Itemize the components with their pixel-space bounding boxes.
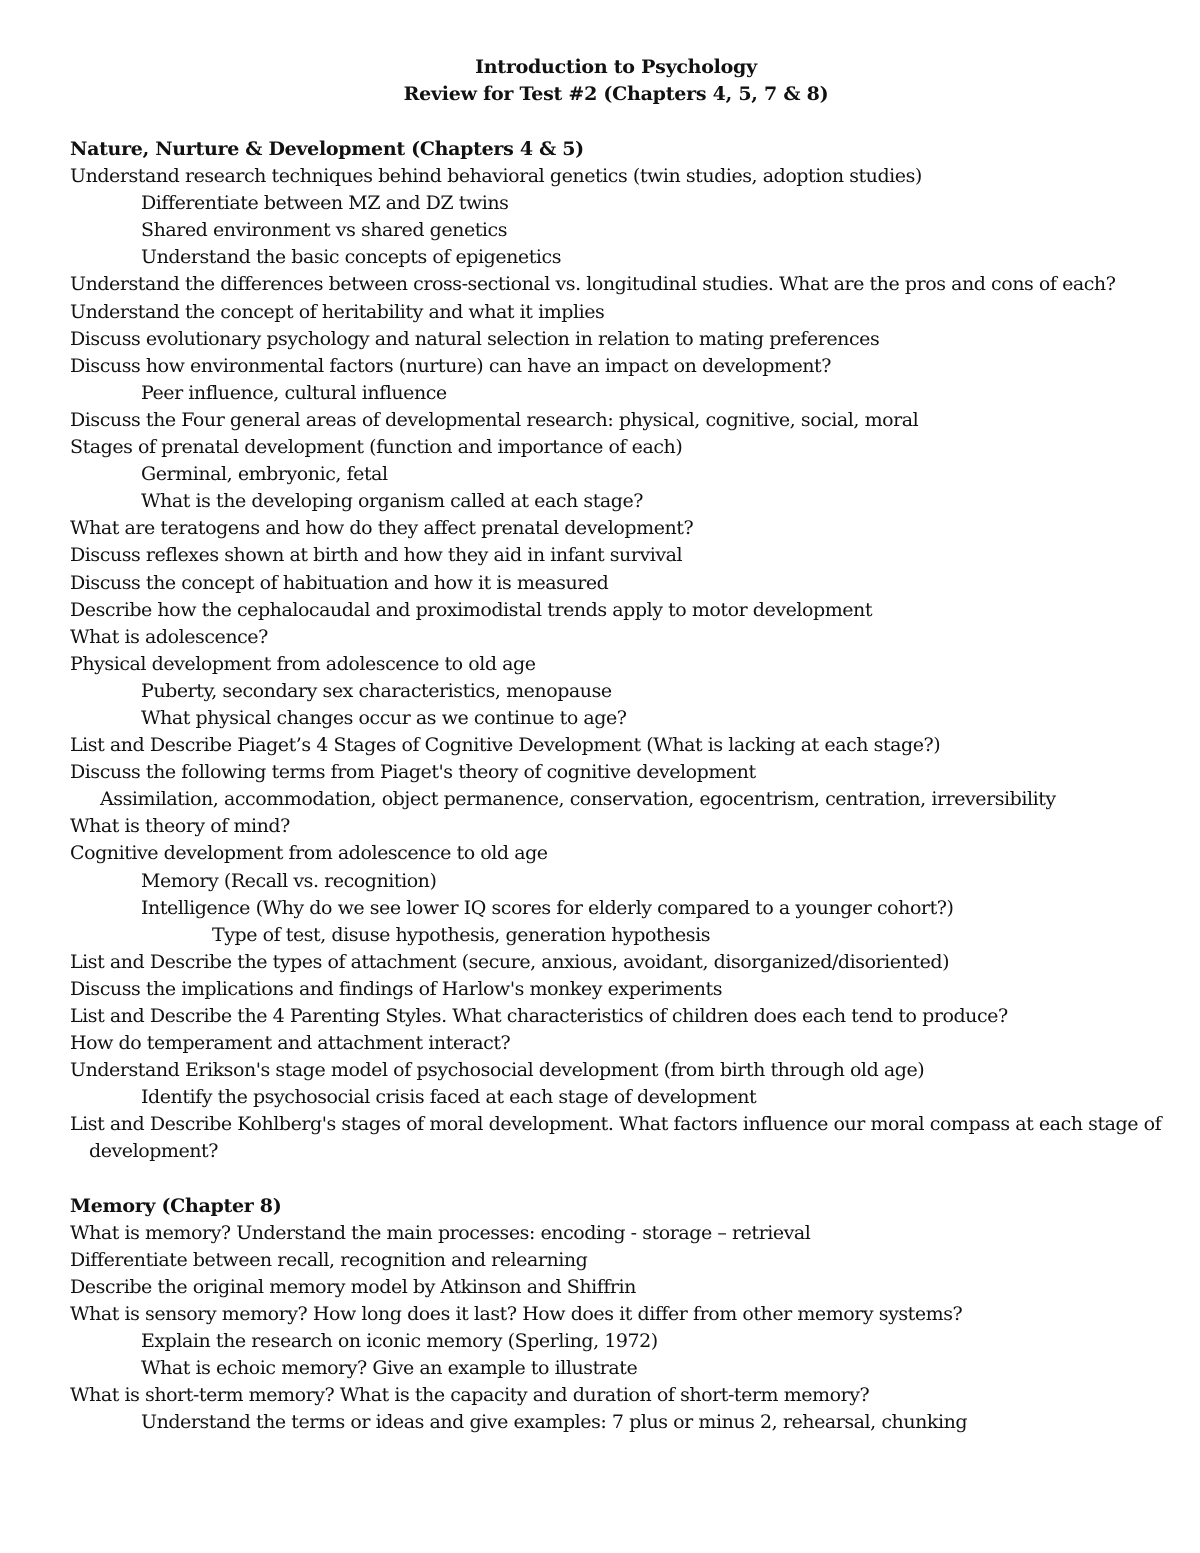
- review-subitem: Differentiate between MZ and DZ twins: [141, 192, 509, 215]
- review-content: [70, 136, 1180, 1436]
- review-item: What is short-term memory? What is the capacity and duration of short-term memory?: [70, 1384, 870, 1407]
- review-item: Discuss the following terms from Piaget's theory of cognitive development: [70, 761, 756, 784]
- review-subitem: Assimilation, accommodation, object permanence, conservation, egocentrism, centration, irreversibility: [100, 788, 1056, 811]
- document-title: Introduction to Psychology: [475, 56, 757, 78]
- review-item: What is sensory memory? How long does it last? How does it differ from other memory systems?: [70, 1302, 963, 1325]
- review-subitem: What is echoic memory? Give an example to illustrate: [141, 1357, 638, 1380]
- review-subitem: Puberty, secondary sex characteristics, menopause: [141, 679, 612, 702]
- review-item: Discuss evolutionary psychology and natural selection in relation to mating preferences: [70, 327, 880, 350]
- review-item: Discuss reflexes shown at birth and how they aid in infant survival: [70, 544, 683, 567]
- review-subitem: Explain the research on iconic memory (Sperling, 1972): [141, 1330, 658, 1353]
- review-item: List and Describe Kohlberg's stages of moral development. What factors influence our moral compass at each stage of development?: [70, 1113, 1162, 1163]
- review-subitem: What is the developing organism called at each stage?: [141, 490, 644, 513]
- review-item: Understand the differences between cross-sectional vs. longitudinal studies. What are the pros and cons of each?: [70, 273, 1116, 296]
- review-item: How do temperament and attachment interact?: [70, 1032, 511, 1055]
- document-subtitle: Review for Test #2 (Chapters 4, 5, 7 & 8): [403, 83, 829, 105]
- review-subitem: What physical changes occur as we continue to age?: [141, 706, 627, 729]
- review-subitem: Shared environment vs shared genetics: [141, 219, 508, 242]
- review-item: Describe how the cephalocaudal and proximodistal trends apply to motor development: [70, 598, 873, 621]
- review-item: List and Describe the types of attachment (secure, anxious, avoidant, disorganized/disoriented): [70, 950, 950, 973]
- review-subitem: Peer influence, cultural influence: [141, 381, 447, 404]
- review-item: Differentiate between recall, recognition and relearning: [70, 1248, 588, 1271]
- review-item: Stages of prenatal development (function and importance of each): [70, 436, 683, 459]
- review-subitem: Understand the terms or ideas and give examples: 7 plus or minus 2, rehearsal, chunking: [141, 1411, 968, 1434]
- review-item: Cognitive development from adolescence to old age: [70, 842, 548, 865]
- review-item: Understand research techniques behind behavioral genetics (twin studies, adoption studies): [70, 165, 922, 188]
- review-subitem: Memory (Recall vs. recognition): [141, 869, 437, 892]
- review-subitem: Type of test, disuse hypothesis, generation hypothesis: [212, 923, 711, 946]
- review-item: Physical development from adolescence to old age: [70, 652, 536, 675]
- review-subitem: Identify the psychosocial crisis faced at each stage of development: [141, 1086, 757, 1109]
- review-item: List and Describe the 4 Parenting Styles. What characteristics of children does each tend to produce?: [70, 1005, 1008, 1027]
- review-item: Discuss how environmental factors (nurture) can have an impact on development?: [70, 354, 831, 377]
- review-item: Understand the concept of heritability and what it implies: [70, 300, 605, 323]
- review-item: What are teratogens and how do they affect prenatal development?: [70, 517, 694, 540]
- review-item: Describe the original memory model by Atkinson and Shiffrin: [70, 1275, 636, 1298]
- review-subitem: Understand the basic concepts of epigenetics: [141, 246, 562, 269]
- section-heading: Memory (Chapter 8): [70, 1194, 282, 1217]
- review-subitem: Intelligence (Why do we see lower IQ scores for elderly compared to a younger cohort?): [141, 896, 954, 919]
- review-item: List and Describe Piaget’s 4 Stages of Cognitive Development (What is lacking at each stage?): [70, 734, 941, 757]
- review-item: What is adolescence?: [70, 625, 268, 648]
- review-item: Discuss the concept of habituation and how it is measured: [70, 571, 609, 594]
- review-item: What is memory? Understand the main processes: encoding - storage – retrieval: [70, 1221, 811, 1244]
- section-spacer: [70, 1166, 1180, 1193]
- review-item: Discuss the Four general areas of developmental research: physical, cognitive, social, moral: [70, 408, 919, 431]
- review-item: Discuss the implications and findings of Harlow's monkey experiments: [70, 977, 723, 1000]
- review-item: What is theory of mind?: [70, 815, 290, 838]
- review-subitem: Germinal, embryonic, fetal: [141, 463, 388, 486]
- review-item: Understand Erikson's stage model of psychosocial development (from birth through old age): [70, 1059, 925, 1082]
- section-heading: Nature, Nurture & Development (Chapters 4 & 5): [70, 138, 584, 160]
